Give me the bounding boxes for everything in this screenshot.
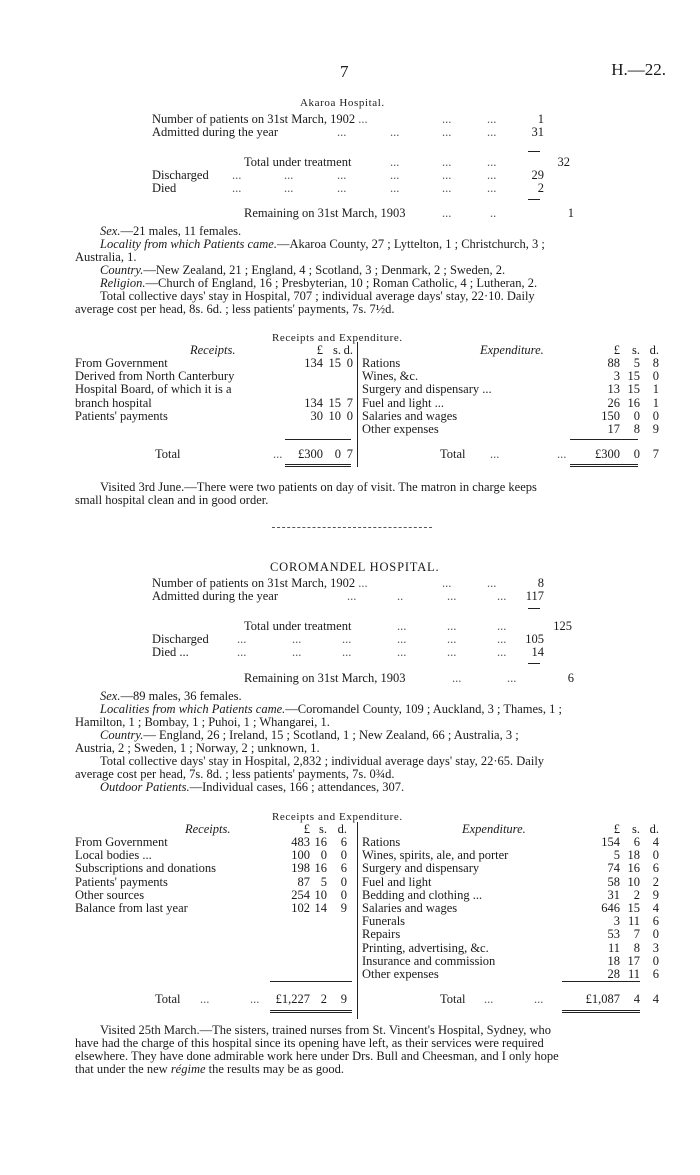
amount-pence: 1 [652,382,659,397]
account-label: Funerals [362,914,406,929]
amount-shillings: 11 [627,914,640,929]
account-label: From Government [75,356,168,370]
account-label: Wines, spirits, ale, and porter [362,848,509,863]
amount-pence: 6 [340,861,347,876]
account-label: Printing, advertising, &c. [362,940,489,955]
amount-pounds: 74 [607,861,620,876]
account-label: From Government [75,835,168,849]
amount-pence: 4 [652,900,659,915]
coromandel-country-cont: Austria, 2 ; Sweden, 1 ; Norway, 2 ; unknown, 1. [75,741,320,755]
akaroa-expenditure-rows [362,357,667,436]
akaroa-stay-1: Total collective days' stay in Hospital, 707 ; individual average days' stay, 22·10. Daily [100,289,535,303]
amount-pence: 0 [652,369,659,384]
coromandel-receipts-rows [75,836,355,915]
account-row [362,423,667,436]
account-row [75,902,355,915]
section-divider [272,527,432,528]
amount-pence: 8 [652,356,659,370]
account-label: Repairs [362,927,401,942]
amount-pounds: 53 [607,927,620,942]
account-row [362,968,667,981]
coromandel-expenditure: Expenditure. £ s. d. [462,822,659,836]
akaroa-country: Country.—New Zealand, 21 ; England, 4 ; Scotland, 3 ; Denmark, 2 ; Sweden, 2. [100,263,506,277]
account-label: Patients' payments [75,874,168,889]
amount-pounds: 100 [291,848,310,863]
amount-shillings: 2 [633,887,640,902]
amount-pence: 9 [652,887,659,902]
akaroa-stats: Number of patients on 31st March, 1902 ... ... ... 1 Admitted during the year ... ... ... ... 31 [152,112,544,140]
amount-shillings: 15 [627,382,640,397]
amount-shillings: 10 [328,408,341,423]
amount-pence: 0 [346,408,353,423]
coromandel-visit-4: that under the new régime the results may be as good. [75,1062,345,1076]
amount-pence: 0 [340,874,347,889]
coromandel-locality-cont: Hamilton, 1 ; Bombay, 1 ; Puhoi, 1 ; Whangarei, 1. [75,715,330,729]
akaroa-stats-2: Total under treatment ... ... ... 32 Discharged ... ... ... ... ... ... 29 Died ... ... ... ... ... ... 2 [152,155,570,196]
amount-shillings: 15 [627,900,640,915]
amount-pounds: 28 [607,966,620,981]
coromandel-visit-2: have had the charge of this hospital since its opening have left, as their services were required [75,1036,544,1050]
amount-shillings: 16 [314,835,327,849]
coromandel-stats-2: Total under treatment ... ... ... 125 Discharged ... ... ... ... ... ... 105 Died ... ... ... ... ... ... ... 14 [152,619,572,660]
amount-pence: 9 [340,900,347,915]
account-label: Hospital Board, of which it is a [75,382,232,397]
amount-pounds: 254 [291,887,310,902]
amount-pence: 6 [652,966,659,981]
amount-shillings: 10 [314,887,327,902]
akaroa-remaining: Remaining on 31st March, 1903 ... .. 1 [244,206,574,220]
amount-shillings: 8 [633,421,640,436]
account-label: Salaries and wages [362,900,458,915]
coromandel-receipts-total: Total ... ... £1,227 2 9 [155,992,347,1006]
amount-pounds: 134 [304,356,323,370]
akaroa-religion: Religion.—Church of England, 16 ; Presbyterian, 10 ; Roman Catholic, 4 ; Lutheran, 2. [100,276,538,290]
amount-pounds: 31 [607,887,620,902]
amount-shillings: 11 [627,966,640,981]
amount-pence: 0 [652,927,659,942]
amount-shillings: 0 [633,408,640,423]
coromandel-stats: Number of patients on 31st March, 1902 ... ... ... 8 Admitted during the year ... .. ... ... 117 [152,576,544,604]
account-label: Balance from last year [75,900,188,915]
account-label: Bedding and clothing ... [362,887,483,902]
akaroa-accounts-heading: Receipts and Expenditure. [272,332,403,344]
account-label: branch hospital [75,395,152,410]
amount-pounds: 18 [607,953,620,968]
amount-pounds: 87 [297,874,310,889]
coromandel-accounts-heading: Receipts and Expenditure. [272,811,403,823]
account-row [362,915,667,928]
amount-pounds: 3 [613,369,620,384]
akaroa-receipts-total: Total ... £300 0 7 [155,447,353,461]
amount-pounds: 150 [601,408,620,423]
account-label: Other expenses [362,421,439,436]
amount-pounds: 58 [607,874,620,889]
amount-pounds: 88 [607,356,620,370]
amount-shillings: 16 [627,395,640,410]
amount-shillings: 15 [627,369,640,384]
coromandel-sex: Sex.—89 males, 36 females. [100,689,242,703]
amount-pence: 0 [340,887,347,902]
coromandel-stay-1: Total collective days' stay in Hospital, 2,832 ; individual average days' stay, 22·65. Daily [100,754,545,768]
account-label: Surgery and dispensary ... [362,382,492,397]
account-label: Other expenses [362,966,439,981]
amount-pence: 0 [652,848,659,863]
amount-pounds: 154 [601,835,620,849]
amount-shillings: 16 [314,861,327,876]
account-label: Salaries and wages [362,408,458,423]
amount-shillings: 15 [328,395,341,410]
akaroa-title: Akaroa Hospital. [300,97,385,109]
amount-shillings: 7 [633,927,640,942]
account-label: Derived from North Canterbury [75,369,235,384]
amount-pounds: 198 [291,861,310,876]
amount-shillings: 17 [627,953,640,968]
akaroa-expenditure-total: Total ... ... £300 0 7 [440,447,659,461]
amount-pence: 7 [346,395,353,410]
account-label: Subscriptions and donations [75,861,216,876]
akaroa-visit-2: small hospital clean and in good order. [75,493,269,507]
amount-pounds: 17 [607,421,620,436]
akaroa-visit-1: Visited 3rd June.—There were two patients on day of visit. The matron in charge keeps [100,480,537,494]
amount-pence: 1 [652,395,659,410]
coromandel-visit-1: Visited 25th March.—The sisters, trained nurses from St. Vincent's Hospital, Sydney, who [100,1023,552,1037]
akaroa-receipts-rows [75,357,355,423]
akaroa-locality: Locality from which Patients came.—Akaroa County, 27 ; Lyttelton, 1 ; Christchurch, 3 ; [100,237,545,251]
coromandel-outdoor: Outdoor Patients.—Individual cases, 166 ; attendances, 307. [100,780,405,794]
amount-pounds: 30 [310,408,323,423]
amount-pence: 6 [652,914,659,929]
account-label: Insurance and commission [362,953,496,968]
amount-pounds: 5 [613,848,620,863]
amount-pounds: 11 [607,940,620,955]
amount-pounds: 646 [601,900,620,915]
coromandel-expenditure-total: Total ... ... £1,087 4 4 [440,992,659,1006]
amount-pence: 0 [340,848,347,863]
amount-pounds: 13 [607,382,620,397]
amount-pounds: 483 [291,835,310,849]
amount-pence: 6 [652,861,659,876]
amount-pounds: 26 [607,395,620,410]
amount-shillings: 8 [633,940,640,955]
amount-pounds: 102 [291,900,310,915]
coromandel-receipts: Receipts. £ s. d. [185,822,347,836]
account-label: Fuel and light [362,874,432,889]
coromandel-locality: Localities from which Patients came.—Coromandel County, 109 ; Auckland, 3 ; Thames, 1 ; [100,702,562,716]
amount-shillings: 5 [320,874,327,889]
amount-pence: 0 [652,408,659,423]
akaroa-locality-cont: Australia, 1. [75,250,137,264]
account-label: Rations [362,835,401,849]
amount-shillings: 18 [627,848,640,863]
account-label: Other sources [75,887,145,902]
account-label: Rations [362,356,401,370]
amount-pence: 2 [652,874,659,889]
coromandel-expenditure-rows [362,836,667,981]
amount-shillings: 6 [633,835,640,849]
account-label: Wines, &c. [362,369,419,384]
account-label: Surgery and dispensary [362,861,480,876]
akaroa-stay-2: average cost per head, 8s. 6d. ; less patients' payments, 7s. 7½d. [75,302,395,316]
coromandel-stay-2: average cost per head, 7s. 8d. ; less patients' payments, 7s. 0¾d. [75,767,395,781]
coromandel-title: COROMANDEL HOSPITAL. [270,560,440,574]
coromandel-remaining: Remaining on 31st March, 1903 ... ... 6 [244,671,574,685]
amount-shillings: 0 [320,848,327,863]
coromandel-country: Country.— England, 26 ; Ireland, 15 ; Scotland, 1 ; New Zealand, 66 ; Australia, 3 ; [100,728,519,742]
akaroa-receipts: Receipts. £ s. d. [190,343,353,357]
amount-pence: 9 [652,421,659,436]
amount-shillings: 15 [328,356,341,370]
account-row [362,902,667,915]
amount-pence: 6 [340,835,347,849]
amount-pence: 3 [652,940,659,955]
akaroa-sex: Sex.—21 males, 11 females. [100,224,242,238]
account-label: Patients' payments [75,408,168,423]
amount-pence: 0 [346,356,353,370]
page-number: 7 [340,62,349,81]
coromandel-visit-3: elsewhere. They have done admirable work here under Drs. Bull and Cheesman, and I only hope [75,1049,559,1063]
account-row [75,410,355,423]
amount-shillings: 5 [633,356,640,370]
amount-shillings: 10 [627,874,640,889]
account-label: Local bodies ... [75,848,152,863]
amount-pence: 4 [652,835,659,849]
document-reference: H.—22. [611,60,666,79]
amount-pence: 0 [652,953,659,968]
amount-shillings: 14 [314,900,327,915]
amount-pounds: 3 [613,914,620,929]
amount-pounds: 134 [304,395,323,410]
akaroa-expenditure: Expenditure. £ s. d. [480,343,659,357]
amount-shillings: 16 [627,861,640,876]
account-label: Fuel and light ... [362,395,444,410]
